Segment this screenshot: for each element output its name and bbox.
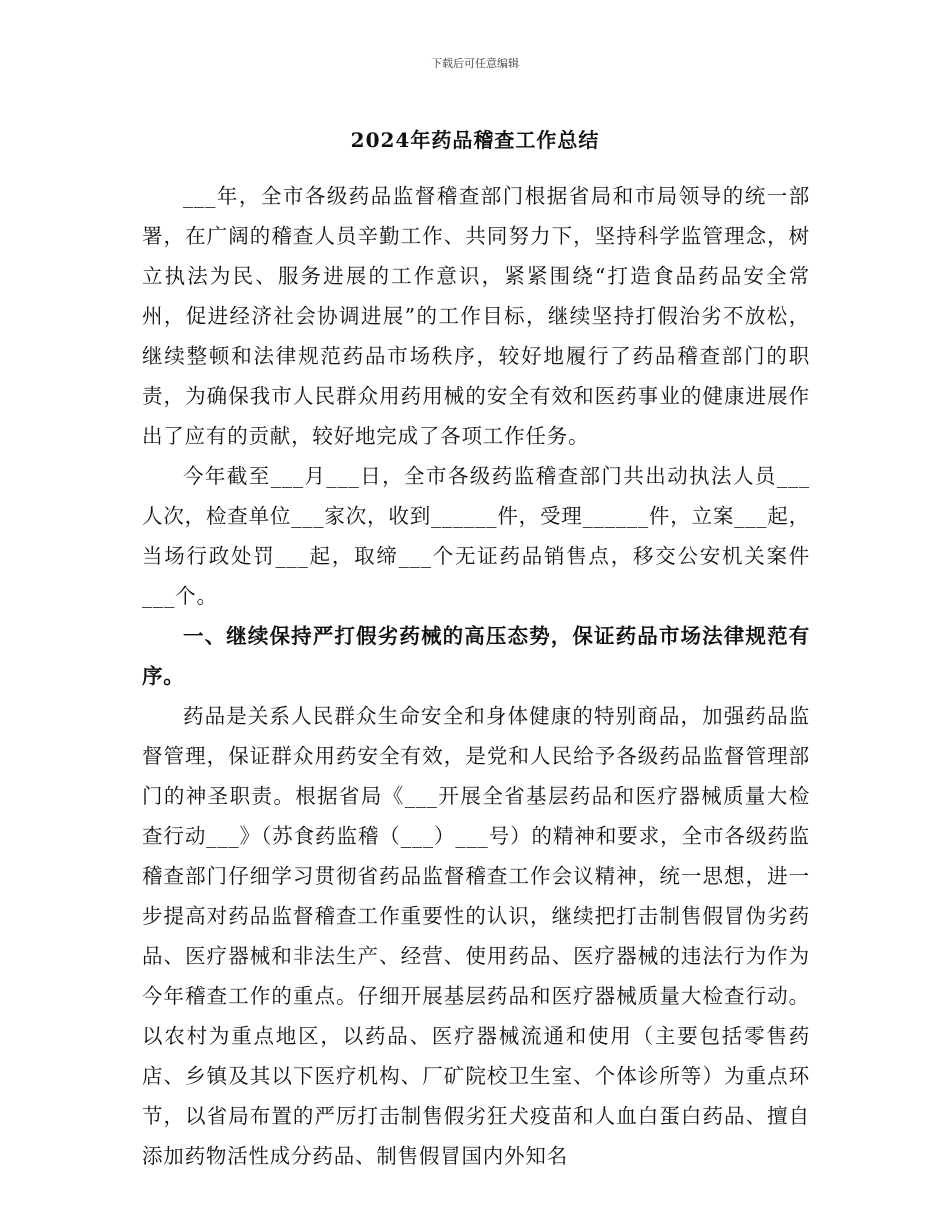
header-note: 下载后可任意编辑: [431, 57, 519, 70]
paragraph-section-1: 药品是关系人民群众生命安全和身体健康的特别商品，加强药品监督管理，保证群众用药安全有效，是党和人民给予各级药品监督管理部门的神圣职责。根据省局《___开展全省基层药品和医疗器械质量大检查行动___》（苏食药监稽（___）___号）的精神和要求，全市各级药监稽查部门仔细学习贯彻省药品监督稽查工作会议精神，统一思想，进一步提高对药品监督稽查工作重要性的认识，继续把打击制售假冒伪劣药品、医疗器械和非法生产、经营、使用药品、医疗器械的违法行为作为今年稽查工作的重点。仔细开展基层药品和医疗器械质量大检查行动。以农村为重点地区，以药品、医疗器械流通和使用（主要包括零售药店、乡镇及其以下医疗机构、厂矿院校卫生室、个体诊所等）为重点环节，以省局布置的严厉打击制售假劣狂犬疫苗和人血白蛋白药品、擅自添加药物活性成分药品、制售假冒国内外知名: [142, 704, 810, 1168]
paragraph-statistics: 今年截至___月___日，全市各级药监稽查部门共出动执法人员___人次，检查单位___家次，收到______件，受理______件，立案___起，当场行政处罚___起，取缔___个无证药品销售点，移交公安机关案件___个。: [142, 464, 810, 608]
section-heading-1: 一、继续保持严打假劣药械的高压态势，保证药品市场法律规范有序。: [142, 624, 810, 688]
document-title: 2024年药品稽查工作总结: [350, 128, 600, 152]
paragraph-intro: ___年，全市各级药品监督稽查部门根据省局和市局领导的统一部署，在广阔的稽查人员辛勤工作、共同努力下，坚持科学监管理念，树立执法为民、服务进展的工作意识，紧紧围绕“打造食品药品安全常州，促进经济社会协调进展”的工作目标，继续坚持打假治劣不放松，继续整顿和法律规范药品市场秩序，较好地履行了药品稽查部门的职责，为确保我市人民群众用药用械的安全有效和医药事业的健康进展作出了应有的贡献，较好地完成了各项工作任务。: [142, 184, 810, 448]
document-body: [142, 176, 810, 1176]
